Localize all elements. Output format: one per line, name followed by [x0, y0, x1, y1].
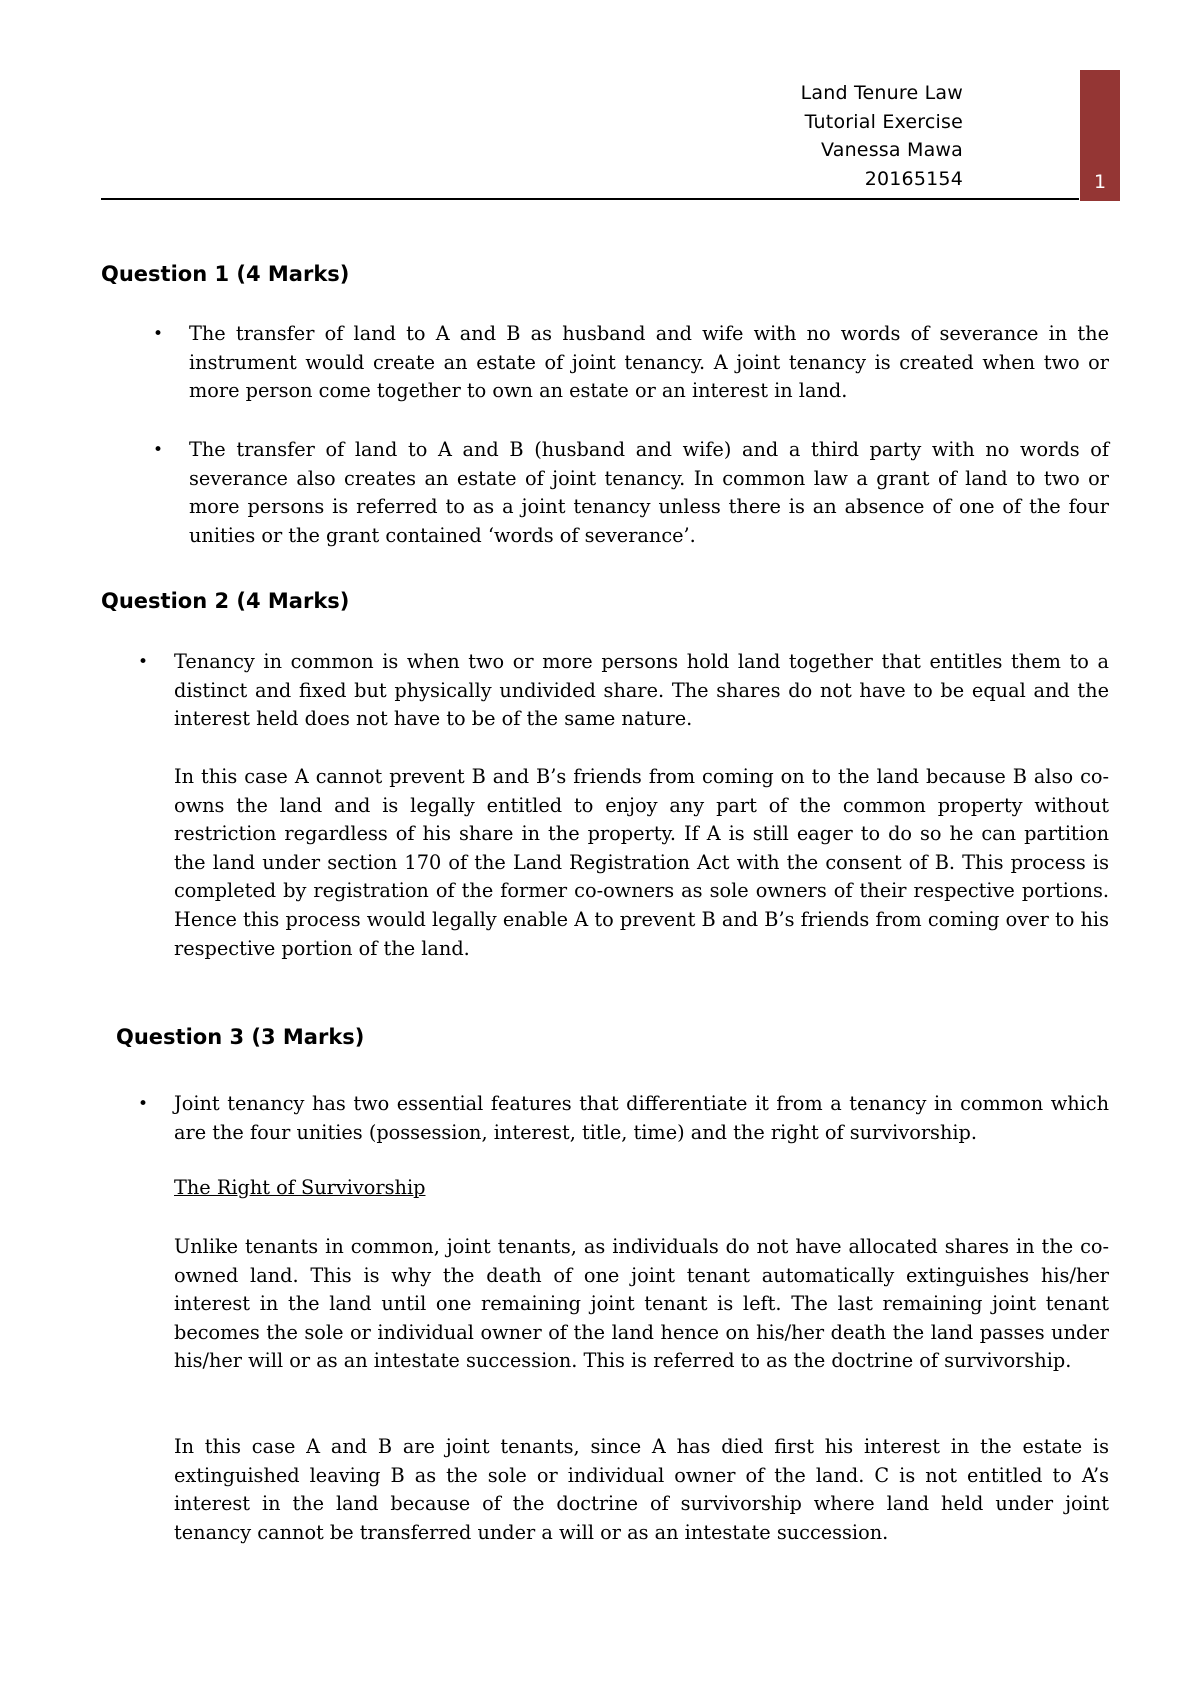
question-2-paragraph: In this case A cannot prevent B and B’s friends from coming on to the land because B also co-owns the land and is legally entitled to enjoy any part of the common property without restriction regardless of his share in the property. If A is still eager to do so he can partition the land under section 170 of the Land Registration Act with the consent of B. This process is completed by registration of the former co-owners as sole owners of their respective portions. Hence this process would legally enable A to prevent B and B’s friends from coming over to his respective portion of the land.: [174, 765, 1109, 960]
question-1-heading: Question 1 (4 Marks): [101, 262, 350, 286]
bullet-icon: •: [138, 652, 149, 672]
page-number: 1: [1093, 171, 1107, 193]
header-assignment: Tutorial Exercise: [804, 110, 963, 133]
page-number-box: [1080, 70, 1120, 201]
question-3-paragraph-2: In this case A and B are joint tenants, since A has died first his interest in the estate is extinguished leaving B as the sole or individual owner of the land. C is not entitled to A’s interest in the land because of the doctrine of survivorship where land held under joint tenancy cannot be transferred under a will or as an intestate succession.: [174, 1435, 1109, 1544]
question-3-subheading: The Right of Survivorship: [174, 1176, 426, 1199]
question-3-heading: Question 3 (3 Marks): [116, 1025, 365, 1049]
question-1-bullet-1: The transfer of land to A and B as husband and wife with no words of severance in the instrument would create an estate of joint tenancy. A joint tenancy is created when two or more person come together to own an estate or an interest in land.: [189, 322, 1109, 403]
bullet-icon: •: [138, 1094, 149, 1114]
question-2-bullet: Tenancy in common is when two or more persons hold land together that entitles them to a distinct and fixed but physically undivided share. The shares do not have to be equal and the interest held does not have to be of the same nature.: [174, 650, 1109, 731]
question-2-heading: Question 2 (4 Marks): [101, 589, 350, 613]
header-divider: [101, 198, 1079, 200]
header-author: Vanessa Mawa: [821, 139, 963, 161]
bullet-icon: •: [153, 440, 164, 460]
header-student-id: 20165154: [864, 167, 963, 190]
bullet-icon: •: [153, 324, 164, 344]
page-header: [801, 79, 963, 193]
question-3-paragraph-1: Unlike tenants in common, joint tenants, as individuals do not have allocated shares in the co-owned land. This is why the death of one joint tenant automatically extinguishes his/her interest in the land until one remaining joint tenant is left. The last remaining joint tenant becomes the sole or individual owner of the land hence on his/her death the land passes under his/her will or as an intestate succession. This is referred to as the doctrine of survivorship.: [174, 1235, 1109, 1373]
question-3-bullet: Joint tenancy has two essential features that differentiate it from a tenancy in common which are the four unities (possession, interest, title, time) and the right of survivorship.: [174, 1092, 1109, 1144]
question-1-bullet-2: The transfer of land to A and B (husband and wife) and a third party with no words of severance also creates an estate of joint tenancy. In common law a grant of land to two or more persons is referred to as a joint tenancy unless there is an absence of one of the four unities or the grant contained ‘words of severance’.: [189, 438, 1109, 547]
header-course: Land Tenure Law: [800, 82, 963, 104]
